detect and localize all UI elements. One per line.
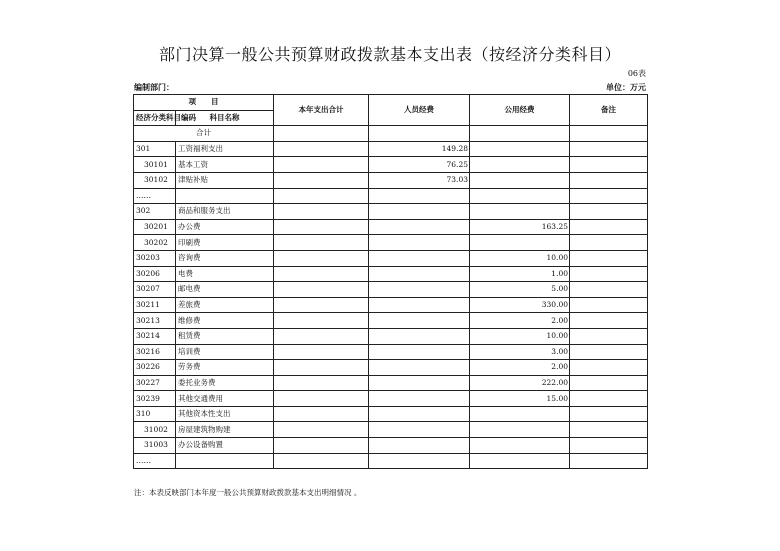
- remark-cell: [570, 266, 648, 282]
- table-row: [134, 328, 648, 344]
- subject-name-cell: 劳务费: [176, 360, 274, 376]
- subject-name-cell: 电费: [176, 266, 274, 282]
- table-row: [134, 235, 648, 251]
- personnel-expense-cell: 73.03: [369, 172, 470, 188]
- header-public: 公用经费: [470, 95, 570, 126]
- table-row: [134, 438, 648, 454]
- public-expense-cell: 163.25: [470, 219, 570, 235]
- personnel-expense-cell: [369, 453, 470, 469]
- total-personnel-cell: [369, 126, 470, 142]
- personnel-expense-cell: [369, 313, 470, 329]
- public-expense-cell: 10.00: [470, 328, 570, 344]
- header-personnel: 人员经费: [369, 95, 470, 126]
- remark-cell: [570, 375, 648, 391]
- table-row: [134, 188, 648, 204]
- economic-code-cell: 30101: [134, 157, 176, 173]
- subject-name-cell: 租赁费: [176, 328, 274, 344]
- table-row: [134, 422, 648, 438]
- subject-name-cell: 工资福利支出: [176, 141, 274, 157]
- personnel-expense-cell: [369, 391, 470, 407]
- personnel-expense-cell: [369, 297, 470, 313]
- annual-total-cell: [274, 188, 369, 204]
- personnel-expense-cell: [369, 328, 470, 344]
- personnel-expense-cell: [369, 438, 470, 454]
- expenditure-table: [133, 94, 648, 469]
- annual-total-cell: [274, 313, 369, 329]
- personnel-expense-cell: [369, 422, 470, 438]
- total-public-cell: [470, 126, 570, 142]
- report-title: 部门决算一般公共预算财政拨款基本支出表（按经济分类科目）: [158, 45, 621, 64]
- annual-total-cell: [274, 453, 369, 469]
- header-code: 经济分类科目编码: [134, 110, 176, 126]
- annual-total-cell: [274, 219, 369, 235]
- public-expense-cell: 222.00: [470, 375, 570, 391]
- table-row: [134, 391, 648, 407]
- remark-cell: [570, 328, 648, 344]
- table-row: [134, 250, 648, 266]
- public-expense-cell: [470, 172, 570, 188]
- table-row: [134, 172, 648, 188]
- annual-total-cell: [274, 266, 369, 282]
- subject-name-cell: 办公设备购置: [176, 438, 274, 454]
- table-row: [134, 344, 648, 360]
- annual-total-cell: [274, 172, 369, 188]
- remark-cell: [570, 235, 648, 251]
- table-row: [134, 375, 648, 391]
- economic-code-cell: 310: [134, 406, 176, 422]
- table-row: [134, 453, 648, 469]
- subject-name-cell: 维修费: [176, 313, 274, 329]
- public-expense-cell: [470, 188, 570, 204]
- table-row: [134, 297, 648, 313]
- annual-total-cell: [274, 141, 369, 157]
- subject-name-cell: [176, 453, 274, 469]
- remark-cell: [570, 360, 648, 376]
- subject-name-cell: 房屋建筑物购建: [176, 422, 274, 438]
- table-body: [134, 126, 648, 469]
- economic-code-cell: 31002: [134, 422, 176, 438]
- personnel-expense-cell: [369, 250, 470, 266]
- public-expense-cell: [470, 422, 570, 438]
- remark-cell: [570, 297, 648, 313]
- table-row: [134, 360, 648, 376]
- subject-name-cell: 邮电费: [176, 282, 274, 298]
- table-row: [134, 157, 648, 173]
- economic-code-cell: 30201: [134, 219, 176, 235]
- table-row: [134, 219, 648, 235]
- economic-code-cell: ……: [134, 188, 176, 204]
- public-expense-cell: 5.00: [470, 282, 570, 298]
- personnel-expense-cell: 76.25: [369, 157, 470, 173]
- remark-cell: [570, 282, 648, 298]
- public-expense-cell: 1.00: [470, 266, 570, 282]
- compiling-department-label: 编制部门：: [134, 83, 174, 92]
- remark-cell: [570, 406, 648, 422]
- subject-name-cell: 差旅费: [176, 297, 274, 313]
- subject-name-cell: 其他资本性支出: [176, 406, 274, 422]
- public-expense-cell: 2.00: [470, 360, 570, 376]
- annual-total-cell: [274, 360, 369, 376]
- personnel-expense-cell: [369, 344, 470, 360]
- personnel-expense-cell: [369, 406, 470, 422]
- subject-name-cell: 咨询费: [176, 250, 274, 266]
- economic-code-cell: 30211: [134, 297, 176, 313]
- remark-cell: [570, 453, 648, 469]
- remark-cell: [570, 313, 648, 329]
- economic-code-cell: 30202: [134, 235, 176, 251]
- public-expense-cell: [470, 157, 570, 173]
- annual-total-cell: [274, 250, 369, 266]
- personnel-expense-cell: [369, 282, 470, 298]
- remark-cell: [570, 422, 648, 438]
- economic-code-cell: 30203: [134, 250, 176, 266]
- annual-total-cell: [274, 157, 369, 173]
- economic-code-cell: 30214: [134, 328, 176, 344]
- personnel-expense-cell: [369, 204, 470, 220]
- subject-name-cell: 津贴补贴: [176, 172, 274, 188]
- economic-code-cell: 30216: [134, 344, 176, 360]
- subject-name-cell: 其他交通费用: [176, 391, 274, 407]
- public-expense-cell: 330.00: [470, 297, 570, 313]
- form-number: 06表: [627, 69, 646, 78]
- total-cell: [274, 126, 369, 142]
- remark-cell: [570, 172, 648, 188]
- footnote: 注：本表反映部门本年度一般公共预算财政拨款基本支出明细情况 。: [134, 488, 362, 497]
- annual-total-cell: [274, 422, 369, 438]
- header-remark: 备注: [570, 95, 648, 126]
- annual-total-cell: [274, 297, 369, 313]
- public-expense-cell: 10.00: [470, 250, 570, 266]
- annual-total-cell: [274, 375, 369, 391]
- economic-code-cell: 30227: [134, 375, 176, 391]
- economic-code-cell: 302: [134, 204, 176, 220]
- total-label: 合计: [134, 126, 274, 142]
- header-total: 本年支出合计: [274, 95, 369, 126]
- remark-cell: [570, 157, 648, 173]
- economic-code-cell: 31003: [134, 438, 176, 454]
- table-row: [134, 141, 648, 157]
- header-item: 项 目: [134, 95, 274, 111]
- annual-total-cell: [274, 282, 369, 298]
- total-row: [134, 126, 648, 142]
- public-expense-cell: [470, 204, 570, 220]
- economic-code-cell: 30213: [134, 313, 176, 329]
- personnel-expense-cell: [369, 360, 470, 376]
- remark-cell: [570, 250, 648, 266]
- economic-code-cell: 30207: [134, 282, 176, 298]
- economic-code-cell: 301: [134, 141, 176, 157]
- table-row: [134, 313, 648, 329]
- remark-cell: [570, 391, 648, 407]
- remark-cell: [570, 204, 648, 220]
- subject-name-cell: 印刷费: [176, 235, 274, 251]
- subject-name-cell: 基本工资: [176, 157, 274, 173]
- personnel-expense-cell: [369, 375, 470, 391]
- personnel-expense-cell: [369, 235, 470, 251]
- header-name: 科目名称: [176, 110, 274, 126]
- annual-total-cell: [274, 391, 369, 407]
- public-expense-cell: 15.00: [470, 391, 570, 407]
- personnel-expense-cell: [369, 266, 470, 282]
- table-row: [134, 204, 648, 220]
- subject-name-cell: 办公费: [176, 219, 274, 235]
- economic-code-cell: 30206: [134, 266, 176, 282]
- annual-total-cell: [274, 406, 369, 422]
- unit-label: 单位：万元: [606, 83, 646, 92]
- table-row: [134, 406, 648, 422]
- personnel-expense-cell: 149.28: [369, 141, 470, 157]
- subject-name-cell: 委托业务费: [176, 375, 274, 391]
- public-expense-cell: [470, 141, 570, 157]
- public-expense-cell: [470, 453, 570, 469]
- public-expense-cell: 3.00: [470, 344, 570, 360]
- economic-code-cell: 30102: [134, 172, 176, 188]
- subject-name-cell: [176, 188, 274, 204]
- annual-total-cell: [274, 328, 369, 344]
- subject-name-cell: 培训费: [176, 344, 274, 360]
- annual-total-cell: [274, 204, 369, 220]
- table-row: [134, 266, 648, 282]
- economic-code-cell: ……: [134, 453, 176, 469]
- remark-cell: [570, 188, 648, 204]
- subject-name-cell: 商品和服务支出: [176, 204, 274, 220]
- remark-cell: [570, 438, 648, 454]
- personnel-expense-cell: [369, 188, 470, 204]
- header-row-1: [134, 95, 648, 111]
- annual-total-cell: [274, 344, 369, 360]
- annual-total-cell: [274, 235, 369, 251]
- table-row: [134, 282, 648, 298]
- public-expense-cell: [470, 406, 570, 422]
- remark-cell: [570, 219, 648, 235]
- remark-cell: [570, 141, 648, 157]
- economic-code-cell: 30239: [134, 391, 176, 407]
- annual-total-cell: [274, 438, 369, 454]
- public-expense-cell: 2.00: [470, 313, 570, 329]
- total-remark-cell: [570, 126, 648, 142]
- public-expense-cell: [470, 235, 570, 251]
- personnel-expense-cell: [369, 219, 470, 235]
- public-expense-cell: [470, 438, 570, 454]
- economic-code-cell: 30226: [134, 360, 176, 376]
- remark-cell: [570, 344, 648, 360]
